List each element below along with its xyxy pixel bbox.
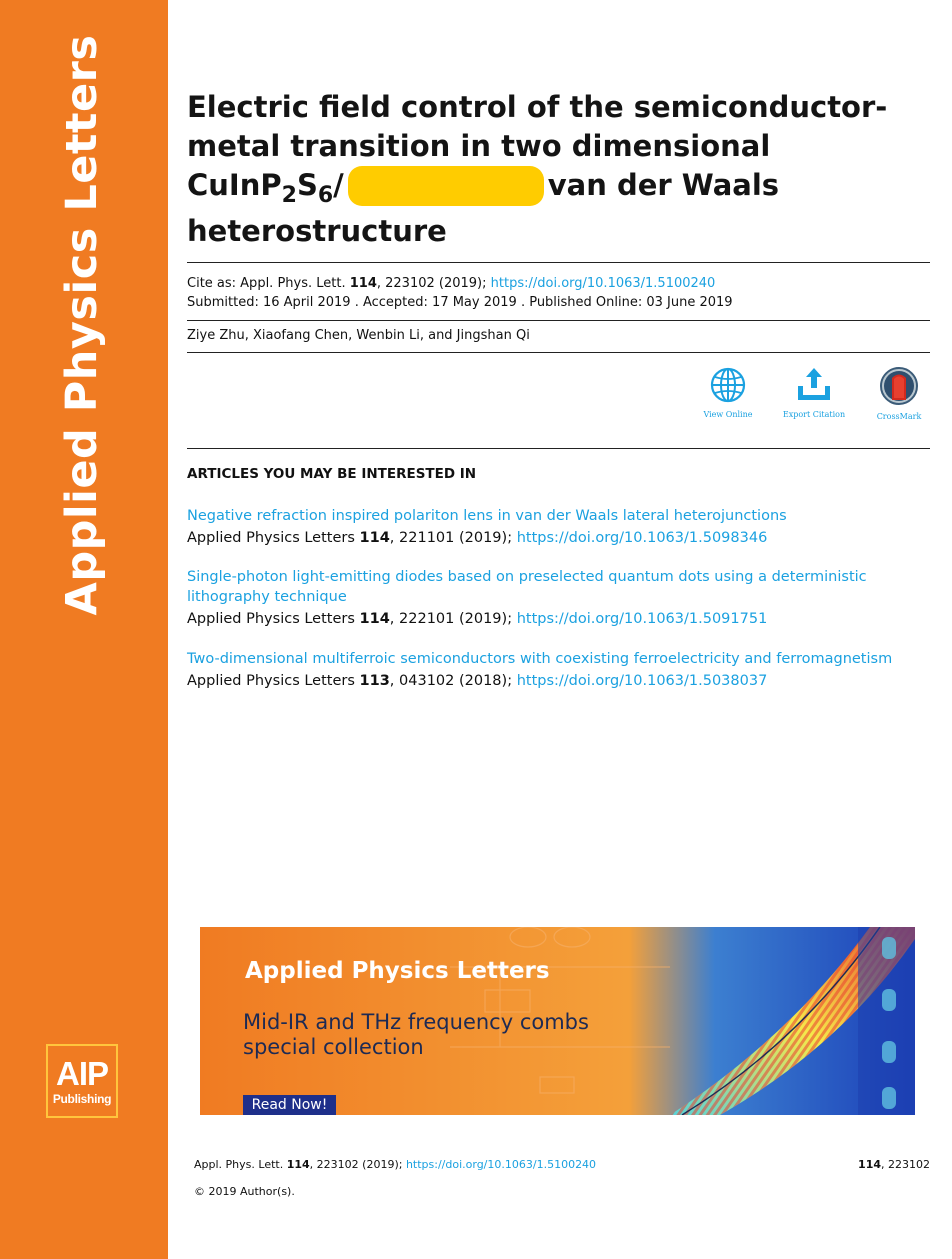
footer-page-number	[858, 1158, 930, 1172]
title-line-4: heterostructure	[187, 214, 447, 248]
footer-page-num: , 223102	[881, 1158, 930, 1171]
journal-sidebar	[0, 0, 168, 1259]
related-article-title-link[interactable]: Single-photon light-emitting diodes based on preselected quantum dots using a deterministic lithography technique	[187, 569, 867, 605]
related-doi-link[interactable]: https://doi.org/10.1063/1.5091751	[516, 611, 768, 627]
reference-rest: , 221101 (2019);	[389, 530, 517, 546]
divider	[187, 352, 930, 353]
related-article	[187, 506, 932, 548]
footer-page-volume: 114	[858, 1158, 882, 1171]
logo-line1: AIP	[55, 1055, 108, 1092]
footer-cite-pre: Appl. Phys. Lett.	[194, 1158, 287, 1171]
crossmark-icon	[879, 366, 919, 406]
citation-line	[187, 275, 715, 293]
divider	[187, 448, 930, 449]
reference-journal: Applied Physics Letters	[187, 673, 360, 689]
related-doi-link[interactable]: https://doi.org/10.1063/1.5038037	[516, 673, 768, 689]
aip-publishing-logo[interactable]	[46, 1044, 118, 1118]
title-formula-s: S	[296, 168, 318, 202]
divider	[187, 320, 930, 321]
reference-rest: , 222101 (2019);	[389, 611, 517, 627]
globe-icon	[709, 366, 747, 404]
title-line-2: metal transition in two dimensional	[187, 129, 771, 163]
title-slash: /	[333, 168, 344, 202]
related-article	[187, 567, 932, 629]
authors: Ziye Zhu, Xiaofang Chen, Wenbin Li, and Jingshan Qi	[187, 328, 530, 343]
related-article-reference	[187, 609, 932, 629]
view-online-label: View Online	[703, 410, 753, 419]
title-line-1: Electric field control of the semiconductor-	[187, 90, 888, 124]
logo-line2: Publishing	[52, 1092, 112, 1106]
copyright: © 2019 Author(s).	[194, 1185, 295, 1198]
related-article-reference	[187, 528, 932, 548]
title-line-3	[187, 166, 917, 206]
banner-subtitle	[243, 1010, 589, 1060]
cite-rest: , 223102 (2019);	[376, 276, 491, 291]
advertisement-banner[interactable]	[200, 927, 915, 1115]
banner-subtitle-line2: special collection	[243, 1035, 424, 1059]
crossmark-button[interactable]	[864, 366, 934, 421]
reference-volume: 114	[359, 530, 390, 546]
article-doi-link[interactable]: https://doi.org/10.1063/1.5100240	[490, 276, 716, 291]
title-line-3-rest: van der Waals	[547, 168, 780, 202]
read-now-button[interactable]: Read Now!	[243, 1095, 336, 1115]
footer-doi-link[interactable]: https://doi.org/10.1063/1.5100240	[405, 1158, 597, 1171]
view-online-button[interactable]	[693, 366, 763, 419]
title-formula-part: CuInP	[187, 168, 282, 202]
cite-volume: 114	[349, 276, 377, 291]
title-subscript-2: 2	[281, 183, 297, 208]
related-doi-link[interactable]: https://doi.org/10.1063/1.5098346	[516, 530, 768, 546]
reference-journal: Applied Physics Letters	[187, 530, 360, 546]
export-citation-button[interactable]	[779, 366, 849, 419]
reference-volume: 114	[359, 611, 390, 627]
redaction-box	[348, 166, 544, 206]
related-article-reference	[187, 671, 932, 691]
banner-subtitle-line1: Mid-IR and THz frequency combs	[243, 1010, 589, 1034]
crossmark-label: CrossMark	[876, 412, 922, 421]
footer-cite-rest: , 223102 (2019);	[309, 1158, 406, 1171]
banner-journal-title: Applied Physics Letters	[245, 958, 550, 984]
footer-volume: 114	[286, 1158, 310, 1171]
publication-dates: Submitted: 16 April 2019 . Accepted: 17 May 2019 . Published Online: 03 June 2019	[187, 295, 733, 310]
cite-label: Cite as: Appl. Phys. Lett.	[187, 276, 350, 291]
related-article-title-link[interactable]: Negative refraction inspired polariton lens in van der Waals lateral heterojunctions	[187, 508, 787, 524]
export-icon	[795, 366, 833, 404]
export-citation-label: Export Citation	[782, 410, 846, 419]
article-title	[187, 88, 917, 251]
journal-name-vertical: Applied Physics Letters	[57, 34, 107, 616]
related-articles-heading: ARTICLES YOU MAY BE INTERESTED IN	[187, 466, 477, 482]
related-article-title-link[interactable]: Two-dimensional multiferroic semiconductors with coexisting ferroelectricity and ferromagnetism	[187, 651, 893, 667]
related-article	[187, 649, 932, 691]
reference-journal: Applied Physics Letters	[187, 611, 360, 627]
divider	[187, 262, 930, 263]
reference-volume: 113	[359, 673, 390, 689]
footer-citation	[194, 1158, 596, 1172]
reference-rest: , 043102 (2018);	[389, 673, 517, 689]
title-subscript-6: 6	[317, 183, 334, 208]
